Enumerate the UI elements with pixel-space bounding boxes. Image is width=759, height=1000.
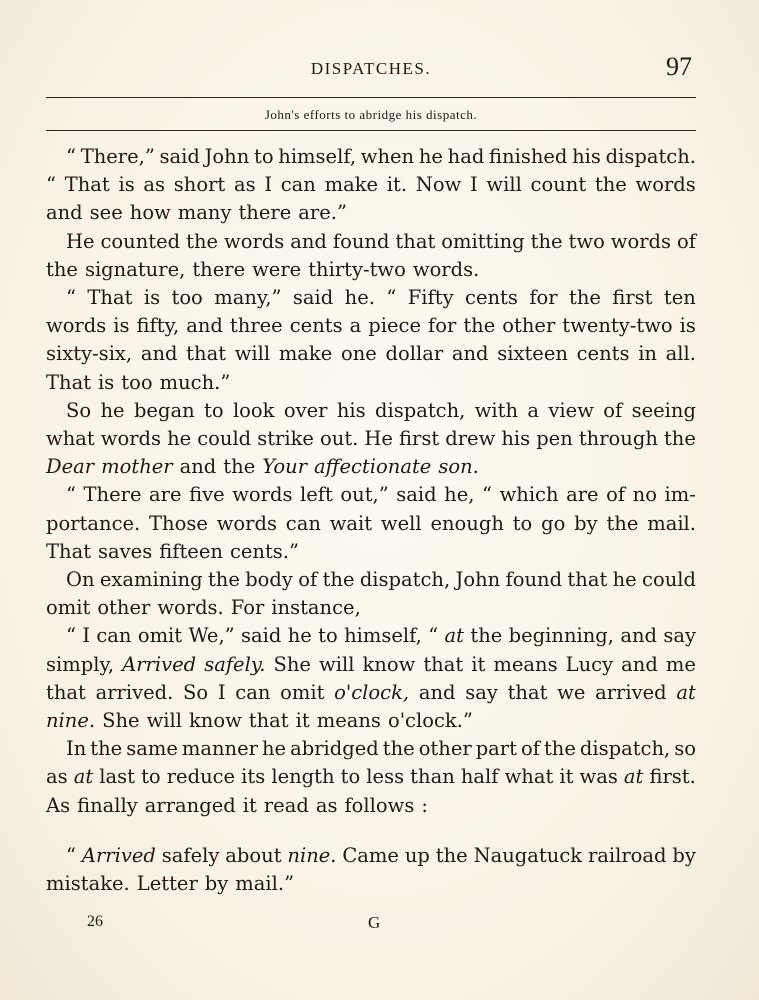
text-line: the signature, there were thirty-two words. bbox=[46, 257, 480, 281]
header-rule-bottom bbox=[46, 130, 696, 131]
text-line: So he began to look over his dispatch, with a view of seeing bbox=[66, 398, 696, 422]
text-line: as at last to reduce its length to less than half what it was at first. bbox=[46, 765, 696, 789]
printer-signature-letter: G bbox=[368, 913, 381, 932]
header-rule-top bbox=[46, 97, 696, 98]
text-line: He counted the words and found that omitting the two words of bbox=[66, 229, 696, 253]
text-line: In the same manner he abridged the other part of the dispatch, so bbox=[66, 737, 696, 761]
subheading: John's efforts to abridge his dispatch. bbox=[264, 107, 478, 122]
text-line: words is fifty, and three cents a piece for the other twenty-two is bbox=[46, 314, 696, 338]
text-line: that arrived. So I can omit o'clock, and say that we arrived at bbox=[46, 680, 696, 704]
page-header bbox=[46, 52, 696, 92]
text-line: “ There are five words left out,” said he, “ which are of no im- bbox=[66, 483, 696, 507]
printer-signature: 26 bbox=[87, 913, 103, 930]
page-number: 97 bbox=[666, 52, 692, 81]
text-line: portance. Those words can wait well enough to go by the mail. bbox=[46, 511, 696, 535]
text-line: nine. She will know that it means o'clock.” bbox=[46, 709, 473, 732]
text-line: sixty-six, and that will make one dollar and sixteen cents in all. bbox=[46, 342, 696, 366]
text-line: “ I can omit We,” said he to himself, “ at the beginning, and say bbox=[66, 624, 696, 648]
text-line: As finally arranged it read as follows : bbox=[46, 793, 428, 817]
text-line: mistake. Letter by mail.” bbox=[46, 872, 295, 895]
text-line: what words he could strike out. He first drew his pen through the bbox=[46, 427, 696, 450]
text-line: and see how many there are.” bbox=[46, 201, 347, 225]
text-line: simply, Arrived safely. She will know that it means Lucy and me bbox=[46, 652, 696, 676]
text-line: “ That is too many,” said he. “ Fifty cents for the first ten bbox=[66, 286, 696, 309]
text-line: That is too much.” bbox=[46, 370, 231, 394]
text-line: “ There,” said John to himself, when he had finished his dispatch. bbox=[66, 145, 696, 168]
text-line: omit other words. For instance, bbox=[46, 596, 361, 620]
text-line: On examining the body of the dispatch, John found that he could bbox=[66, 568, 696, 591]
running-head: DISPATCHES. bbox=[310, 59, 432, 78]
text-line: “ Arrived safely about nine. Came up the Naugatuck railroad by bbox=[66, 843, 696, 867]
text-line: Dear mother and the Your affectionate son. bbox=[46, 455, 479, 479]
text-line: “ That is as short as I can make it. Now I will count the words bbox=[46, 173, 696, 197]
text-line: That saves fifteen cents.” bbox=[46, 539, 299, 563]
